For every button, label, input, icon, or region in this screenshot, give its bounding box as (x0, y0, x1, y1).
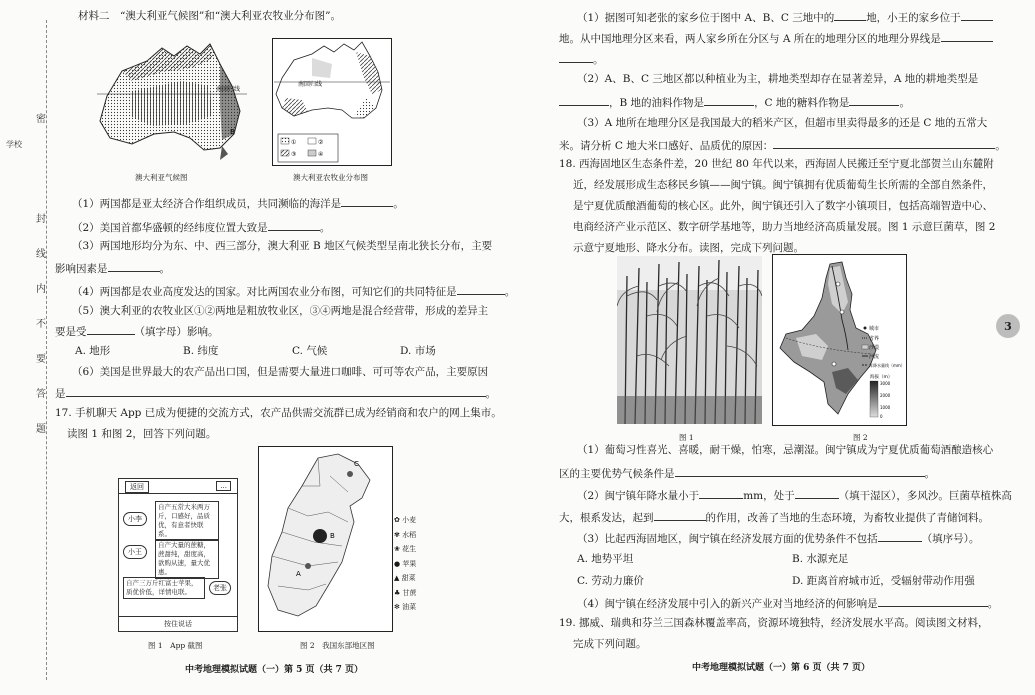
option-a[interactable]: A. 地形 (75, 345, 111, 357)
option-c[interactable]: C. 劳动力廉价 (577, 575, 644, 587)
wheat-icon: ✿ (394, 516, 400, 524)
answer-blank[interactable] (878, 531, 922, 542)
legend-item: ② (318, 139, 324, 146)
question-16-5a: （5）澳大利亚的农牧业区①②两地是粗放牧业区，③④两地是混合经营带，形成的差异主 (72, 305, 489, 317)
question-16-2: （2）美国首都华盛顿的经纬度位置大致是 。 (72, 222, 331, 234)
binding-label: 封 (36, 214, 46, 225)
voice-button[interactable]: 按住说话 (119, 616, 237, 631)
binding-label: 密 (36, 114, 46, 125)
peanut-icon: ❀ (394, 545, 400, 553)
legend-item: ▲ 甜菜 (394, 574, 416, 582)
question-17b: 读图 1 和图 2，回答下列问题。 (67, 428, 217, 440)
chat-message: 自产五常大米两万斤，口感好，品质优，有意者快联系。 (155, 501, 219, 541)
option-b[interactable]: B. 水源充足 (792, 553, 849, 565)
rapeseed-icon: ✻ (394, 603, 400, 611)
option-d[interactable]: D. 市场 (400, 345, 436, 357)
apple-icon: ● (394, 559, 401, 568)
fig-caption: 澳大利亚气候图 (135, 173, 188, 182)
binding-label: 要 (36, 354, 46, 365)
rice-icon: ✾ (394, 530, 400, 539)
page-footer: 中考地理模拟试题（一）第 5 页（共 7 页） (185, 665, 364, 675)
question-18a: 18. 西海固地区生态条件差，20 世纪 80 年代以来，西海固人民搬迁至宁夏北部贺兰山东麓附 (559, 158, 994, 170)
ningxia-map (772, 254, 907, 426)
option-d[interactable]: D. 距离首府城市近，受辐射带动作用强 (792, 575, 975, 587)
scale-label: 0 (880, 414, 883, 419)
question-16-3b: 影响因素是 。 (55, 263, 170, 275)
option-b[interactable]: B. 纬度 (183, 345, 219, 357)
legend-item: ✿ 小麦 (394, 516, 417, 524)
chat-message: 自产三万斤红富士苹果，质优价低，详情电联。 (123, 577, 205, 599)
avatar: 老张 (209, 581, 231, 595)
answer-blank[interactable] (675, 466, 925, 477)
sugar-beet-icon: ▲ (394, 574, 400, 582)
question-19b: 完成下列问题。 (573, 638, 647, 650)
fig-caption: 图 2 我国东部地区图 (300, 641, 375, 650)
answer-blank[interactable] (699, 488, 743, 499)
fig-caption: 澳大利亚农牧业分布图 (293, 173, 368, 182)
question-16-1: （1）两国都是亚太经济合作组织成员，共同濒临的海洋是 。 (72, 198, 404, 210)
legend-item: 海拔（m） (870, 375, 893, 380)
question-16-3a: （3）两国地形均分为东、中、西三部分，澳大利亚 B 地区气候类型呈南北狭长分布，主要 (72, 240, 493, 252)
map-label: 南回归线 (298, 81, 323, 88)
question-18-4: （4）闽宁镇在经济发展中引入的新兴产业对当地经济的何影响是 。 (577, 598, 999, 610)
sugarcane-icon: ♣ (394, 588, 401, 597)
legend-item: ✾ 水稻 (394, 530, 417, 539)
question-18b: 近，经发展形成生态移民乡镇——闽宁镇。闽宁镇拥有优质葡萄生长所需的全部自然条件， (573, 179, 993, 191)
answer-blank[interactable] (795, 488, 839, 499)
question-17-3a: （3）A 地所在地理分区是我国最大的稻米产区，但超市里卖得最多的还是 C 地的五常大 (577, 117, 988, 129)
legend-item: ♣ 甘蔗 (394, 588, 417, 597)
question-17-1c: 。 (559, 52, 604, 67)
legend-item: 沙漠 (869, 345, 880, 351)
question-18-2a: （2）闽宁镇年降水量小于 mm，处于 （填干湿区），多风沙。巨菌草植株高 (577, 490, 1012, 502)
answer-blank[interactable] (704, 95, 754, 106)
answer-blank[interactable] (457, 284, 505, 295)
question-17-1a: （1）据图可知老张的家乡位于图中 A、B、C 三地中的 地，小王的家乡位于 (577, 10, 993, 25)
question-16-6a: （6）美国是世界最大的农产品出口国，但是需要大量进口咖啡、可可等农产品，主要原因 (72, 366, 489, 378)
legend-item: ③ (291, 151, 297, 158)
australia-agriculture-map (272, 38, 392, 166)
china-east-map (258, 446, 393, 632)
question-19a: 19. 挪威、瑞典和芬兰三国森林覆盖率高，资源环境独特，经济发展水平高。阅读图文材料， (559, 617, 989, 629)
more-button[interactable]: ... (216, 481, 231, 491)
legend-item: 省界 (869, 336, 880, 342)
question-18-1b: 区的主要优势气候条件是 。 (559, 468, 935, 480)
map-label: B (230, 128, 235, 136)
binding-label: 线 (36, 249, 46, 260)
fig-caption: 图 1 App 截图 (148, 641, 203, 650)
answer-blank[interactable] (87, 324, 135, 335)
map-label: C (354, 460, 359, 468)
legend-item: ● 苹果 (394, 559, 417, 568)
answer-blank[interactable] (559, 52, 593, 63)
chat-message: 自产大量的蔗糖，蔗甜纯，甜度高，欲购从速，量大优惠。 (155, 539, 219, 579)
map-legend (394, 513, 417, 615)
question-18-2b: 大，根系发达，起到 的作用，改善了当地的生态环境，为畜牧业提供了青储饲料。 (559, 512, 989, 524)
scale-label: 2000 (880, 393, 891, 398)
binding-margin (0, 0, 52, 695)
map-label: B (330, 532, 335, 540)
back-button[interactable]: 返回 (125, 481, 149, 493)
giant-grass-photo (617, 256, 762, 424)
avatar: 小李 (123, 512, 147, 526)
legend-item: ④ (318, 151, 324, 158)
legend-item: ① (291, 139, 297, 146)
map-label: A (296, 570, 301, 578)
answer-blank[interactable] (654, 510, 706, 521)
fig-caption: 图 1 (679, 433, 694, 442)
legend-item: 年降水量线（mm） (869, 363, 905, 368)
question-17-3b: 米。请分析 C 地大米口感好、品质优的原因： 。 (559, 140, 1006, 152)
answer-blank[interactable] (941, 31, 993, 42)
page-footer: 中考地理模拟试题（一）第 6 页（共 7 页） (692, 663, 871, 673)
answer-blank[interactable] (66, 386, 486, 397)
binding-side-text: 学校 (6, 140, 22, 149)
map-label: 南回归线 (216, 86, 241, 93)
answer-blank[interactable] (108, 261, 160, 272)
question-18d: 电商经济产业示范区、数字研学基地等，助力当地经济高质量发展。图 1 示意巨菌草，图 2 (573, 221, 996, 233)
question-18-3: （3）比起西海固地区，闽宁镇在经济发展方面的优势条件不包括 （填序号）。 (577, 533, 980, 545)
fig-caption: 图 2 (853, 433, 868, 442)
binding-label: 答 (36, 389, 46, 400)
binding-label: 题 (36, 424, 46, 435)
answer-blank[interactable] (559, 95, 609, 106)
question-17a: 17. 手机聊天 App 已成为便捷的交流方式，农产品供需交流群已成为经销商和农户的网上集市。 (55, 407, 502, 419)
question-16-6b: 是 。 (55, 388, 496, 400)
left-page (0, 0, 517, 695)
answer-blank[interactable] (773, 138, 995, 149)
legend-item: ❀ 花生 (394, 545, 417, 553)
option-a[interactable]: A. 地势平坦 (577, 553, 634, 565)
question-18e: 示意宁夏地形、降水分布。读图，完成下列问题。 (573, 242, 804, 254)
legend-item: 城市 (869, 326, 880, 332)
binding-dashed-line (46, 20, 47, 680)
question-17-2a: （2）A、B、C 三地区都以种植业为主，耕地类型却存在显著差异，A 地的耕地类型是 (577, 73, 979, 85)
question-17-1b: 地。从中国地理分区来看，两人家乡所在分区与 A 所在的地理分区的地理分界线是 (559, 31, 993, 46)
answer-blank[interactable] (341, 196, 393, 207)
question-18c: 是宁夏优质酿酒葡萄的核心区。此外，闽宁镇还引入了数字小镇项目，包括高端智造中心、 (573, 200, 993, 212)
option-c[interactable]: C. 气候 (292, 345, 328, 357)
question-18-1a: （1）葡萄习性喜光、喜暖，耐干燥，怕寒，忌潮湿。闽宁镇成为宁夏优质葡萄酒酿造核心 (577, 444, 994, 456)
answer-blank[interactable] (849, 95, 899, 106)
answer-blank[interactable] (834, 10, 866, 21)
question-16-5b: 要是受 （填字母）影响。 (55, 326, 219, 338)
page-number-badge: 3 (996, 314, 1020, 338)
question-16-4: （4）两国都是农业高度发达的国家。对比两国农业分布图，可知它们的共同特征是 。 (72, 286, 516, 298)
legend-item: ✻ 油菜 (394, 603, 417, 611)
answer-blank[interactable] (268, 220, 320, 231)
binding-label: 不 (36, 319, 46, 330)
australia-climate-map (92, 36, 252, 166)
right-page (517, 0, 1035, 695)
avatar: 小王 (123, 545, 147, 559)
answer-blank[interactable] (878, 596, 988, 607)
legend-item: 河流 (869, 354, 880, 360)
answer-blank[interactable] (961, 10, 993, 21)
material-title: 材料二 “澳大利亚气候图”和“澳大利亚农牧业分布图”。 (78, 10, 341, 22)
app-screenshot (118, 478, 238, 632)
question-17-2b: ，B 地的油料作物是 ，C 地的糖料作物是 。 (559, 95, 910, 110)
scale-label: 1000 (880, 405, 891, 410)
binding-label: 内 (36, 284, 46, 295)
scale-label: 3000 (880, 381, 891, 386)
